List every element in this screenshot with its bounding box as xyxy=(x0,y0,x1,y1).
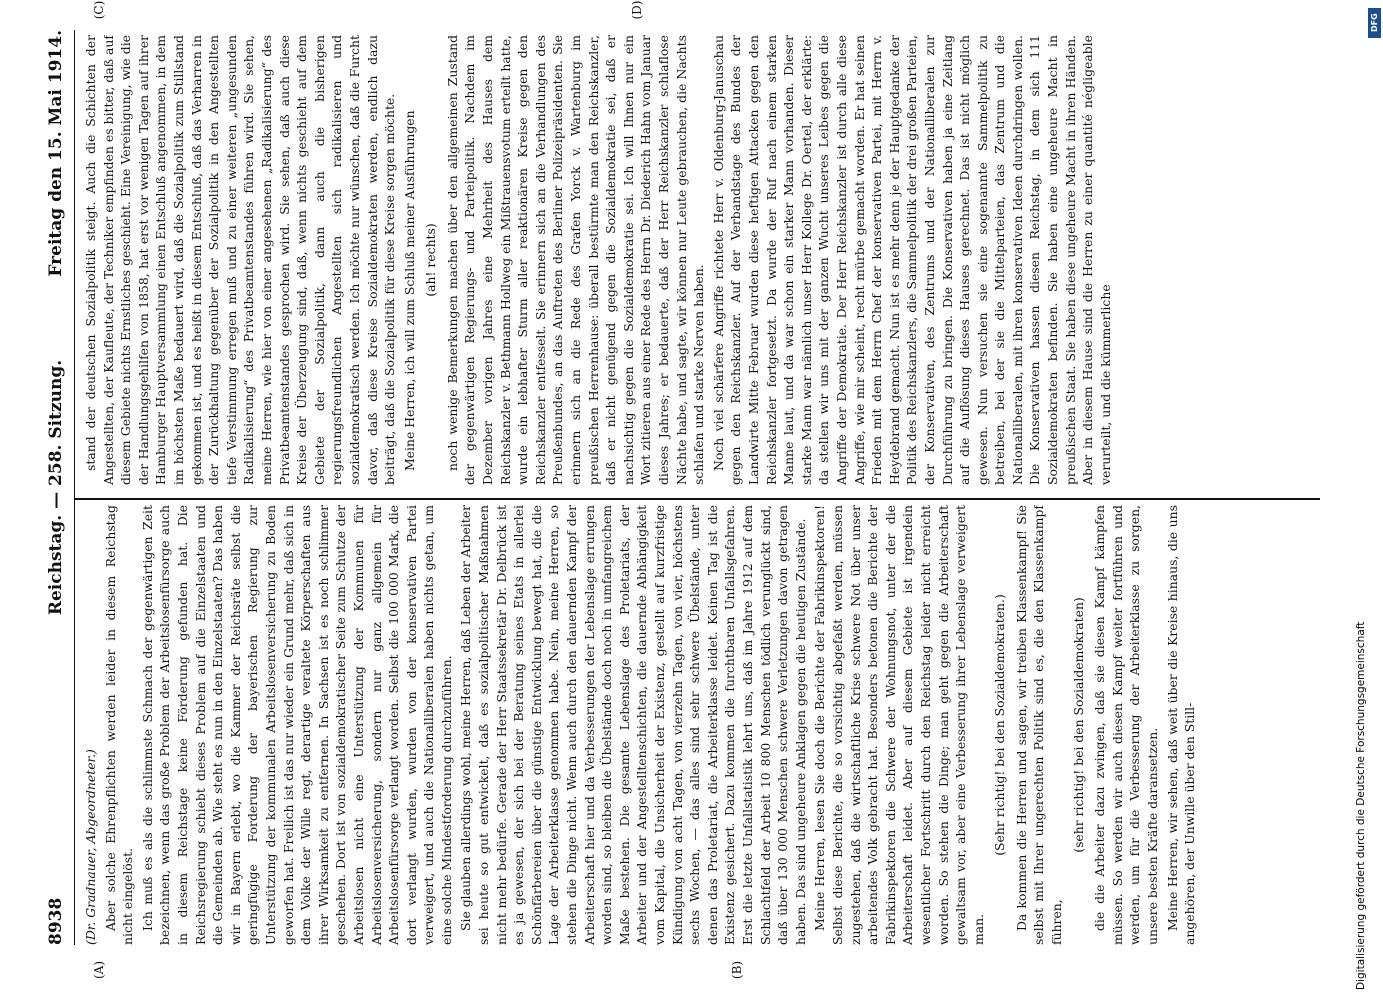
paragraph: Aber solche Ehrenpflichten werden leider in diesem Reichstag nicht eingelöst. xyxy=(102,505,136,945)
paragraph: die die Arbeiter dazu zwingen, daß sie diesen Kampf kämpfen müssen. So werden wir auch diesen Kampf weiter fortführen und werden, um für die Verbesserung der Arbeiterklasse zu sorgen, unsere besten Kräfte daransetzen. xyxy=(1092,505,1161,945)
interjection: (ah! rechts) xyxy=(423,223,439,297)
paragraph: noch wenige Bemerkungen machen über den allgemeinen Zustand der gegenwärtigen Regierungs- und Parteipolitik. Nachdem im Dezember vorigen Jahres eine Mehrheit des Hauses dem Reichskanzler v. Bethmann Hollweg ein Mißtrauensvotum erteilt hatte, wurde ein lebhafter Sturm aller reaktionären Kreise gegen den Reichskanzler entfesselt. Sie erinnern sich an die Verhandlungen des Preußenbundes, an das Auftreten des Berliner Polizeipräsidenten. Sie erinnern sich an die Rede des Grafen Yorck v. Wartenburg im preußischen Herrenhause: überall bestürmte man den Reichskanzler, daß er nicht genügend gegen die Sozialdemokratie sei, daß er nachsichtig gegen die Sozialdemokratie sei. Ich will Ihnen nur ein Wort zitieren aus einer Rede des Herrn Dr. Diederich Hahn vom Januar dieses Jahres; er bedauerte, daß der Herr Reichskanzler schlaflose Nächte habe, und sagte, wir können nur Leute gebrauchen, die Nachts schlafen und starke Nerven haben. xyxy=(444,35,707,485)
paragraph: Meine Herren, lesen Sie doch die Berichte der Fabrikinspektoren! Selbst diese Berichte, die so vorsichtig abgefaßt werden, müssen zugestehen, daß die wirtschaftliche Krise schwere Not über unser arbeitendes Volk gebracht hat. Besonders betonen die Berichte der Fabrikinspektoren die Schwere der Wohnungsnot, unter der die Arbeiterschaft leidet. Aber auf diesem Gebiete ist irgendein wesentlicher Fortschritt durch den Reichstag leider nicht erreicht worden. So stehen die Dinge; man geht gegen die Arbeiterschaft gewaltsam vor, aber eine Verbesserung ihrer Lebenslage verweigert man. xyxy=(812,505,986,945)
right-text-column xyxy=(82,35,1320,485)
interjection: (sehr richtig! bei den Sozialdemokraten) xyxy=(1070,597,1086,853)
margin-mark-b: (B) xyxy=(730,960,744,980)
paragraph: stand der deutschen Sozialpolitik steigt. Auch die Schichten der Angestellten, der Kaufleute, der Techniker empfinden es bitter, daß auf diesem Gebiete nichts Ernstliches geschieht. Eine Vereinigung, wie die der Handlungsgehilfen von 1858, hat erst vor wenigen Tagen auf ihrer Hamburger Hauptversammlung einen Entschluß angenommen, in dem im höchsten Maße bedauert wird, daß die Sozialpolitik zum Stillstand gekommen ist, und es heißt in diesem Entschluß, daß das Verharren in der Zurückhaltung gegenüber der Sozialpolitik in den Angestellten tiefe Verstimmung erregen muß und zu einer weiteren „ungesunden Radikalisierung“ des Privatbeamtenstandes führen wird. Sie sehen, meine Herren, wie hier von einer angesehenen „Radikalisierung“ des Privatbeamtenstandes gesprochen wird. Sie sehen, daß auch diese Kreise der Überzeugung sind, daß, wenn nichts geschieht auf dem Gebiete der Sozialpolitik, dann auch die bisherigen regierungsfreundlichen Angestellten sich radikalisieren und sozialdemokratisch werden. Ich möchte nur wünschen, daß die Furcht davor, daß diese Kreise Sozialdemokraten werden, endlich dazu beiträgt, daß die Sozialpolitik für diese Kreise sorgen möchte. xyxy=(83,35,398,485)
interjection: (Sehr richtig! bei den Sozialdemokraten.) xyxy=(992,594,1008,856)
paragraph: Sie glauben allerdings wohl, meine Herren, daß Leben der Arbeiter sei heute so gut entwickelt, daß es sozialpolitischer Maßnahmen nicht mehr bedürfe. Gerade der Herr Staatssekretär Dr. Delbrück ist es ja gewesen, der sich bei der Beratung seines Etats in allerlei Schönfärbereien über die günstige Entwicklung bewegt hat, die die Lage der Arbeiterklasse genommen habe. Nein, meine Herren, so stehen die Dinge nicht. Wenn auch durch den dauernden Kampf der Arbeiterschaft hier und da Verbesserungen der Lebenslage errungen worden sind, so bleiben die Übelstände doch noch in umfangreichem Maße bestehen. Die gesamte Lebenslage des Proletariats, der Arbeiter und der Angestelltenschichten, die dauernde Abhängigkeit vom Kapital, die Unsicherheit der Existenz, gestellt auf kurzfristige Kündigung von acht Tagen, von vierzehn Tagen, von vier, höchstens sechs Wochen, — das alles sind sehr schwere Übelstände, unter denen das Proletariat, die Arbeiterklasse leidet. Keinen Tag ist die Existenz gesichert. Dazu kommen die furchtbaren Unfallsgefahren. Erst die letzte Unfallstatistik lehrt uns, daß im Jahre 1912 auf dem Schlachtfeld der Arbeit 10 800 Menschen tödlich verunglückt sind, daß über 130 000 Menschen schwere Verletzungen davon getragen haben. Das sind ungeheure Anklagen gegen die heutigen Zustände. xyxy=(458,505,808,945)
paragraph: Noch viel schärfere Angriffe richtete Herr v. Oldenburg-Januschau gegen den Reichskanzler. Auf der Verbandstage des Bundes der Landwirte Mitte Februar wurden diese heftigen Attacken gegen den Reichskanzler fortgesetzt. Da wurde der Ruf nach einem starken Manne laut, und da war schon ein starker Mann vorhanden. Dieser starke Mann war nämlich unser Herr Kollege Dr. Oertel, der erklärte: da stellen wir uns mit der ganzen Wucht unseres Leibes gegen die Angriffe der Demokratie. Der Herr Reichskanzler ist durch alle diese Angriffe, wie mir scheint, recht mürbe gemacht worden. Er hat seinen Frieden mit dem Herrn Chef der konservativen Partei, mit Herrn v. Heydebrand gemacht. Nun ist es mehr denn je der Hauptgedanke der Politik des Reichskanzlers, die Sammelpolitik der drei großen Parteien, der Konservativen, des Zentrums und der Nationalliberalen zur Durchführung zu bringen. Die Konservativen haben ja eine Zeitlang auf die Auflösung dieses Hauses gerechnet. Das ist nicht möglich gewesen. Nun versuchen sie eine sogenannte Sammelpolitik zu betreiben, bei der sie die Mittelparteien, das Zentrum und die Nationalliberalen, mit ihren konservativen Ideen durchdringen wollen. Die Konservativen hassen diesen Reichstag, in dem sich 111 Sozialdemokraten befinden. Sie haben eine ungeheure Macht in preußischen Staat. Sie haben diese ungeheure Macht in ihren Händen. Aber in diesem Hause sind die Herren zu einer quantité négligeable verurteilt, und die kümmerliche xyxy=(710,35,1113,485)
rotated-page xyxy=(30,0,1340,1000)
page-number: 8938 xyxy=(46,897,66,945)
left-text-column xyxy=(82,505,1320,945)
margin-mark-a: (A) xyxy=(92,960,106,980)
paragraph: Da kommen die Herren und sagen, wir treiben Klassenkampf! Sie selbst mit Ihrer ungerechten Politik sind es, die den Klassenkampf führen, xyxy=(1013,505,1065,945)
paragraph: Ich muß es als die schlimmste Schmach der gegenwärtigen Zeit bezeichnen, wenn das große Problem der Arbeitslosenfürsorge auch in diesem Reichstage keine Förderung gefunden hat. Die Reichsregierung schiebt dieses Problem auf die Einzelstaaten und die Gemeinden ab. Wie steht es nun in den Einzelstaaten? Das haben wir in Bayern erlebt, wo die Kammer der Reichsräte selbst die geringfügige Forderung der bayerischen Regierung zur Unterstützung der kommunalen Arbeitslosenversicherung zu Boden geworfen hat. Freilich ist das nur wieder ein Grund mehr, daß sich in dem Volke der Wille regt, derartige veraltete Körperschaften aus ihrer Wirksamkeit zu entfernen. In Sachsen ist es noch schlimmer geschehen. Dort ist von sozialdemokratischer Seite zum Schutze der Arbeitslosen nicht eine Unterstützung der Kommunen für Arbeitslosenversicherung, sondern nur ganz allgemein für Arbeitslosenfürsorge verlangt worden. Selbst die 100 000 Mark, die dort verlangt wurden, wurden von der konservativen Partei verweigert, und auch die Nationalliberalen haben nichts getan, um eine solche Mindestforderung durchzuführen. xyxy=(139,505,454,945)
session-title: Reichstag. — 258. Sitzung. xyxy=(46,359,66,616)
session-date: Freitag den 15. Mai 1914. xyxy=(46,30,66,277)
paragraph: Meine Herren, ich will zum Schluß meiner Ausführungen xyxy=(401,110,417,471)
digitization-credit: Digitalisierung gefördert durch die Deutsche Forschungsgemeinschaft xyxy=(1355,621,1367,990)
column-divider xyxy=(74,499,1320,501)
paragraph: Meine Herren, wir sehen, daß weit über die Kreise hinaus, die uns angehören, der Unwille über den Still- xyxy=(1164,505,1198,945)
margin-mark-c: (C) xyxy=(92,0,106,20)
margin-mark-d: (D) xyxy=(630,0,644,20)
dfg-logo: DFG xyxy=(1368,8,1381,38)
page-header xyxy=(40,30,75,945)
speaker-line: (Dr. Gradnauer, Abgeordneter.) xyxy=(83,749,98,945)
